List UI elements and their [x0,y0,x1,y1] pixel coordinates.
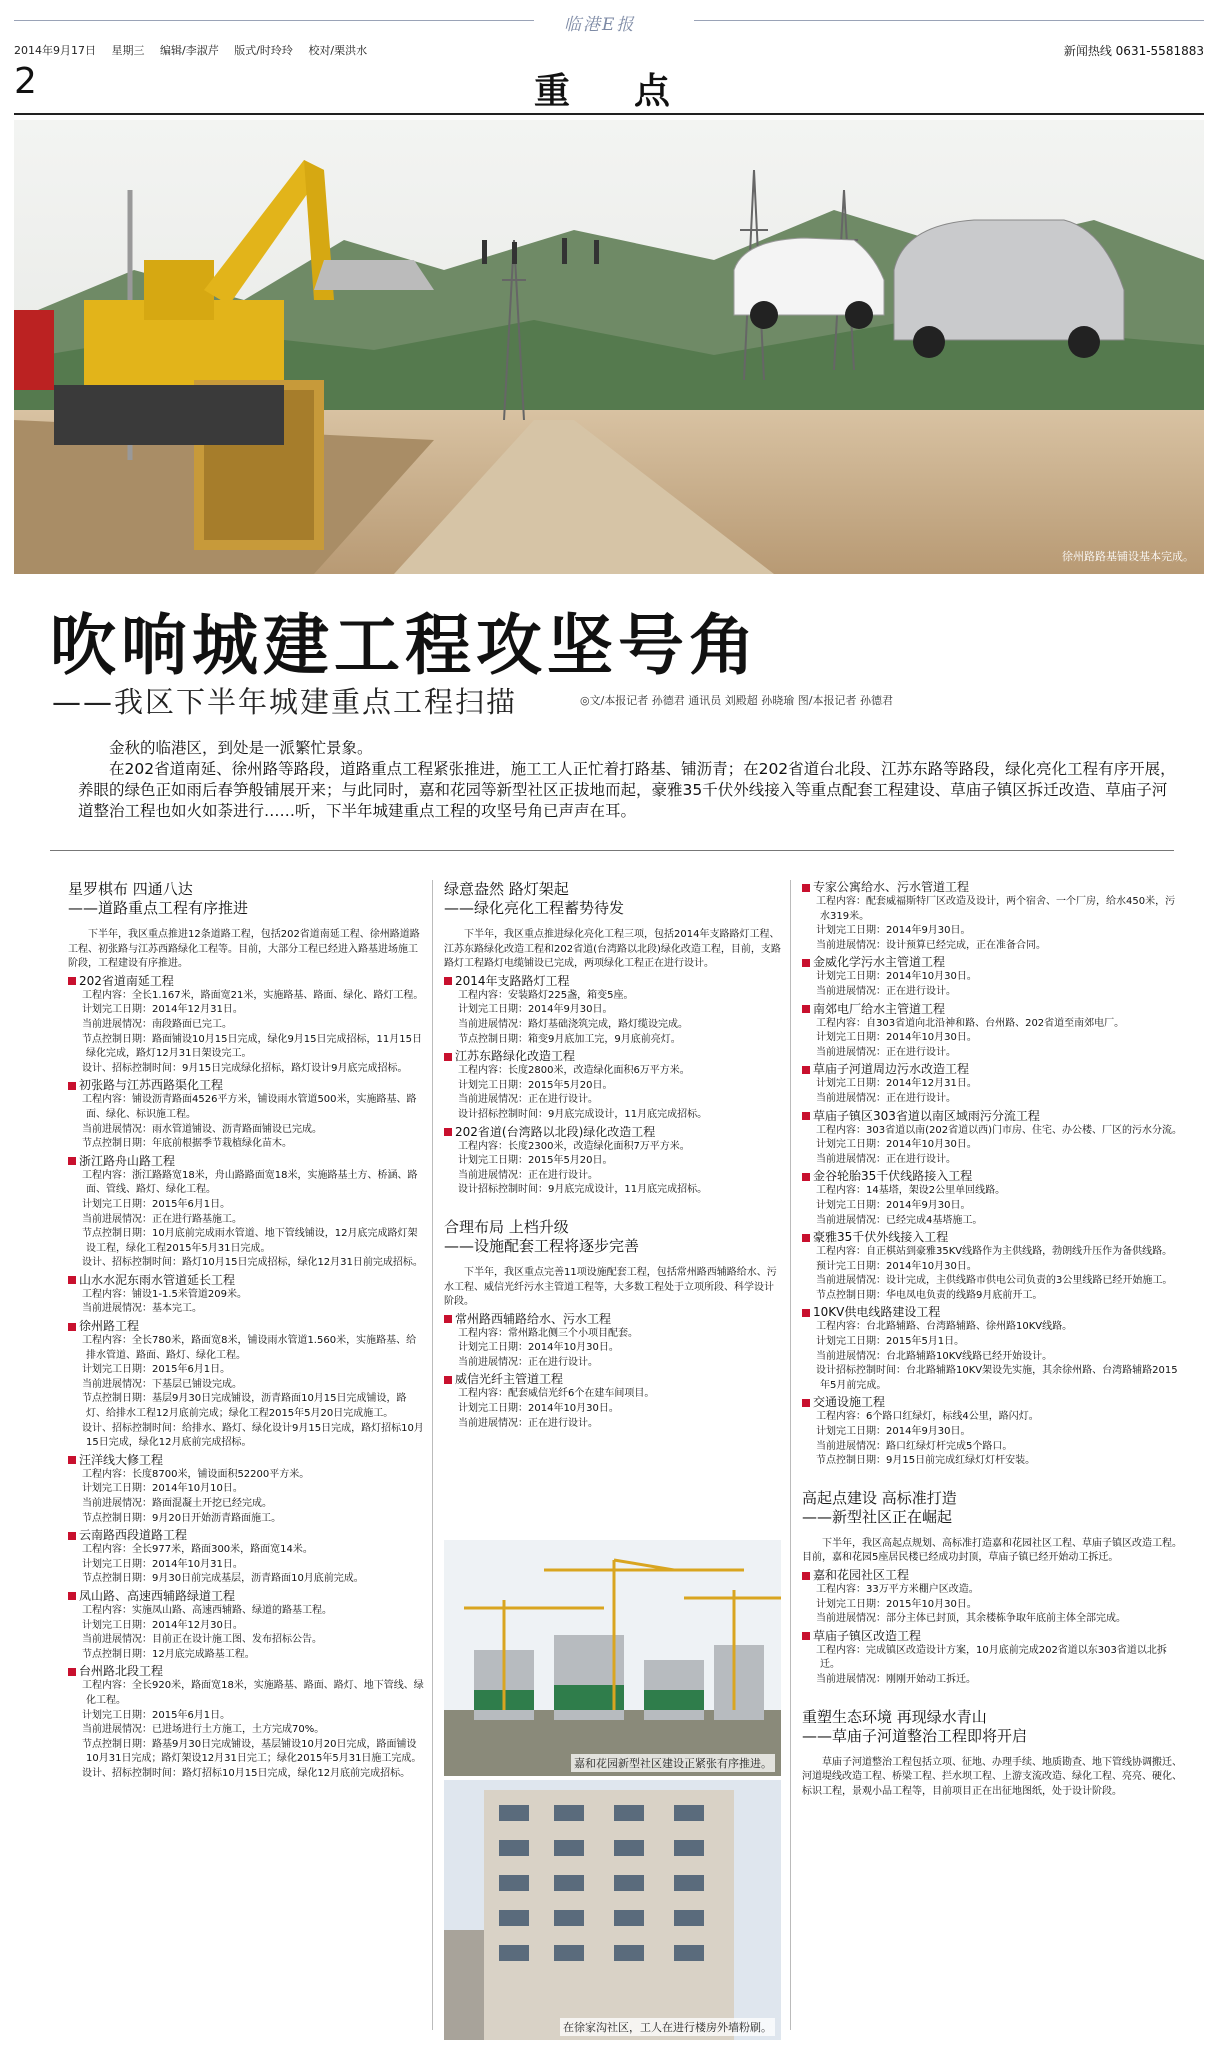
project-detail: 计划完工日期：2015年5月1日。 [816,1336,965,1348]
section-subheading: ——道路重点工程有序推进 [68,899,249,917]
project-title-text: 交通设施工程 [813,1395,886,1410]
bullet-square-icon [444,1315,452,1323]
article-block [802,880,1182,1469]
project-detail: 计划完工日期：2014年10月30日。 [458,1342,619,1354]
column-utilities-community [802,880,1182,1819]
masthead-rule-right [694,20,1204,21]
project-title [68,974,424,989]
bullet-square-icon [68,1668,76,1676]
project-item [802,1395,1182,1468]
project-title-text: 202省道南延工程 [79,973,174,988]
project-title-text: 专家公寓给水、污水管道工程 [813,880,970,894]
project-detail: 当前进展情况：正在进行路基施工。 [82,1213,242,1225]
project-detail: 节点控制日期：10月底前完成雨水管道、地下管线铺设，12月底完成路灯架设工程，绿化工程2015年5月31日完成。 [82,1228,418,1254]
article-block [68,880,424,1782]
project-title-text: 浙江路舟山路工程 [79,1153,176,1168]
project-detail: 当前进展情况：南段路面已完工。 [82,1018,232,1030]
issue-meta [14,42,379,58]
project-detail: 节点控制日期：9月30日前完成基层，沥青路面10月底前完成。 [82,1573,364,1585]
top-photo-caption: 徐州路路基铺设基本完成。 [1062,550,1194,563]
project-detail: 工程内容：6个路口红绿灯，标线4公里，路闪灯。 [816,1411,1039,1423]
project-title-text: 汪洋线大修工程 [79,1452,164,1467]
project-detail: 节点控制日期：基层9月30日完成铺设，沥青路面10月15日完成铺设，路灯、给排水工程12月底前完成；绿化工程2015年5月20日完成施工。 [82,1393,407,1420]
project-item [802,1305,1182,1393]
project-detail: 工程内容：33万平方米棚户区改造。 [816,1584,979,1595]
project-detail: 工程内容：铺设1-1.5米管道209米。 [82,1288,247,1300]
apartment-building-illustration [444,1780,781,2040]
editor-credit: 编辑/李淑芹 [160,44,219,57]
project-item [68,1589,424,1662]
section-heading: 重塑生态环境 再现绿水青山 [802,1707,987,1726]
project-detail: 计划完工日期：2015年6月1日。 [82,1709,231,1721]
project-title [802,1109,1182,1124]
project-detail: 当前进展情况：已经完成4基塔施工。 [816,1214,983,1226]
project-item [68,1078,424,1151]
lead-divider [50,850,1174,851]
project-item [444,974,781,1047]
project-item [68,1273,424,1317]
project-detail: 计划完工日期：2014年10月30日。 [816,1032,977,1044]
section-heading: 合理布局 上档升级 [444,1217,569,1236]
project-detail: 当前进展情况：已进场进行土方施工，土方完成70%。 [82,1724,325,1736]
project-detail: 节点控制日期：9月20日开始沥青路面施工。 [82,1512,282,1524]
bullet-square-icon [68,1456,76,1464]
project-detail: 工程内容：全长780米，路面宽8米，铺设雨水管道1.560米，实施路基、给排水管道、路面、路灯、绿化工程。 [82,1335,417,1361]
lead-paragraphs [78,738,1176,822]
masthead [14,8,1204,112]
page-number: 2 [14,61,37,102]
project-item [68,1664,424,1781]
community-construction-photo [444,1540,781,1776]
project-title-text: 豪雅35千伏外线接入工程 [813,1230,949,1245]
project-detail: 工程内容：14基塔，架设2公里单回线路。 [816,1185,1006,1197]
project-detail: 当前进展情况：设计预算已经完成，正在准备合同。 [816,939,1046,951]
project-title-text: 江苏东路绿化改造工程 [455,1049,576,1064]
issue-weekday: 星期三 [111,44,145,57]
section-intro: 下半年，我区重点推进12条道路工程，包括202省道南延工程、徐州路道路工程、初张路与江苏西路绿化工程等。目前，大部分工程已经进入路基进场施工阶段，工程建设有序推进。 [68,929,420,970]
project-title [802,1629,1182,1644]
project-detail: 节点控制日期：路基9月30日完成铺设，基层铺设10月20日完成，路面铺设10月31日完成；路灯架设12月31日完工；绿化2015年5月31日施工完成。 [82,1738,422,1765]
project-title [444,1312,781,1327]
project-title [802,1002,1182,1017]
bullet-square-icon [444,1376,452,1384]
section-subheading: ——绿化亮化工程蓄势待发 [444,899,625,917]
project-item [444,1125,781,1198]
bullet-square-icon [802,1632,810,1640]
project-detail: 当前进展情况：台北路辅路10KV线路已经开始设计。 [816,1350,1053,1362]
bullet-square-icon [802,1572,810,1580]
section-title: 重点 [534,70,735,112]
project-detail: 计划完工日期：2015年6月1日。 [82,1198,231,1210]
project-detail: 设计、招标控制时间：给排水、路灯、绿化设计9月15日完成，路灯招标10月15日完成，绿化12月底前完成招标。 [82,1422,424,1449]
project-title-text: 初张路与江苏西路渠化工程 [79,1078,224,1093]
project-detail: 当前进展情况：正在进行设计。 [816,1046,956,1058]
masthead-divider [14,113,1204,115]
project-detail: 工程内容：全长920米，路面宽18米，实施路基、路面、路灯、地下管线、绿化工程。 [82,1680,424,1706]
project-title [802,880,1182,895]
project-detail: 当前进展情况：正在进行设计。 [816,1153,956,1165]
project-detail: 计划完工日期：2015年10月30日。 [816,1598,977,1610]
project-detail: 设计、招标控制时间：路灯10月15日完成招标，绿化12月31日前完成招标。 [82,1257,423,1269]
project-title [802,1568,1182,1583]
article-block [802,1489,1182,1688]
tower-cranes-illustration [444,1540,781,1776]
project-title [802,955,1182,970]
bullet-square-icon [802,884,810,892]
bullet-square-icon [444,977,452,985]
project-title-text: 嘉和花园社区工程 [813,1568,910,1582]
column-divider [432,880,433,2030]
apartment-painting-photo [444,1780,781,2040]
project-item [802,955,1182,999]
project-detail: 计划完工日期：2014年12月31日。 [816,1078,977,1090]
article-block [802,1708,1182,1800]
bullet-square-icon [802,1112,810,1120]
project-detail: 节点控制日期：路面铺设10月15日完成，绿化9月15日完成招标，11月15日绿化完成，路灯12月31日架设完工。 [82,1033,422,1060]
project-detail: 计划完工日期：2015年6月1日。 [82,1364,231,1376]
section-intro: 草庙子河道整治工程包括立项、征地、办理手续、地质勘查、地下管线协调搬迁、河道堤线改造工程、桥梁工程、拦水坝工程、上游支流改造、绿化工程、亮亮、硬化、标识工程，景观小品工程等，目前项目正在出征地图纸，处于设计阶段。 [802,1756,1182,1797]
project-detail: 当前进展情况：正在进行设计。 [458,1417,598,1429]
project-detail: 工程内容：浙江路路宽18米，舟山路路面宽18米，实施路基土方、桥涵、路面、管线、路灯、绿化工程。 [82,1169,418,1196]
project-title-text: 草庙子河道周边污水改造工程 [813,1062,970,1077]
section-heading: 绿意盎然 路灯架起 [444,880,569,898]
project-item [444,1049,781,1122]
construction-site-illustration [14,120,1204,574]
project-item [802,1109,1182,1168]
bullet-square-icon [802,959,810,967]
project-title [444,1372,781,1387]
project-title-text: 常州路西辅路给水、污水工程 [455,1311,612,1326]
project-title-text: 金威化学污水主管道工程 [813,955,946,970]
project-detail: 计划完工日期：2014年9月30日。 [458,1004,613,1016]
top-photo [14,120,1204,574]
project-title-text: 徐州路工程 [79,1319,140,1334]
bullet-square-icon [802,1173,810,1181]
project-item [68,1154,424,1271]
project-item [68,1528,424,1587]
project-title-text: 山水水泥东雨水管道延长工程 [79,1272,236,1287]
designer-credit: 版式/时玲玲 [234,44,293,57]
bullet-square-icon [802,1234,810,1242]
project-detail: 工程内容：自正棋站到豪雅35KV线路作为主供线路，勃朗线升压作为备供线路。 [816,1246,1173,1258]
project-detail: 节点控制日期：9月15日前完成红绿灯灯杆安装。 [816,1455,1036,1467]
project-detail: 计划完工日期：2015年5月20日。 [458,1079,613,1091]
project-detail: 节点控制日期：年底前根据季节栽植绿化苗木。 [82,1138,292,1150]
article-block [444,880,781,1198]
masthead-rule-left [14,20,534,21]
project-detail: 工程内容：全长1.167米，路面宽21米，实施路基、路面、绿化、路灯工程。 [82,989,424,1001]
project-detail: 计划完工日期：2014年9月30日。 [816,1199,971,1211]
project-detail: 计划完工日期：2014年12月31日。 [82,1004,243,1016]
project-title-text: 草庙子镇区303省道以南区域雨污分流工程 [813,1108,1040,1123]
proof-credit: 校对/栗洪水 [308,44,368,57]
bullet-square-icon [68,1082,76,1090]
project-detail: 工程内容：台北路辅路、台湾路辅路、徐州路10KV线路。 [816,1321,1073,1333]
project-detail: 设计招标控制时间：台北路辅路10KV架设先实施，其余徐州路、台湾路辅路2015年5月前完成。 [816,1365,1178,1391]
section-subheading: ——设施配套工程将逐步完善 [444,1236,640,1255]
project-detail: 节点控制日期：箱变9月底加工完，9月底前亮灯。 [458,1033,681,1045]
project-detail: 当前进展情况：目前正在设计施工图、发布招标公告。 [82,1634,322,1646]
project-item [802,1169,1182,1228]
community-photo-caption: 嘉和花园新型社区建设正紧张有序推进。 [571,1754,775,1772]
project-title-text: 2014年支路路灯工程 [455,973,570,988]
project-title-text: 威信光纤主管道工程 [455,1372,564,1387]
project-item [802,880,1182,953]
project-detail: 工程内容：长度8700米，铺设面积52200平方米。 [82,1468,310,1480]
column-greening-facilities [444,880,781,1451]
subheadline: ——我区下半年城建重点工程扫描 [52,685,518,719]
project-title-text: 台州路北段工程 [79,1664,164,1679]
project-detail: 节点控制日期：华电凤电负责的线路9月底前开工。 [816,1289,1043,1301]
project-detail: 计划完工日期：2014年9月30日。 [816,925,971,937]
project-detail: 当前进展情况：基本完工。 [82,1303,202,1315]
project-item [802,1629,1182,1688]
project-detail: 当前进展情况：路灯基础浇筑完成，路灯缆设完成。 [458,1018,688,1030]
bullet-square-icon [68,1592,76,1600]
project-detail: 工程内容：全长977米，路面300米，路面宽14米。 [82,1544,313,1556]
project-title [444,1049,781,1064]
column-roads [68,880,424,1802]
news-hotline: 新闻热线 0631-5581883 [1063,44,1204,58]
project-detail: 计划完工日期：2014年10月30日。 [816,971,977,983]
project-item [802,1568,1182,1627]
project-detail: 计划完工日期：2014年10月30日。 [458,1403,619,1415]
project-detail: 工程内容：实施凤山路、高速西辅路、绿道的路基工程。 [82,1604,332,1616]
newspaper-logo: 临港E报 [564,15,636,35]
article-block [444,1218,781,1431]
project-detail: 工程内容：303省道以南(202省道以西)门市房、住宅、办公楼、厂区的污水分流。 [816,1124,1182,1136]
section-subheading: ——新型社区正在崛起 [802,1507,953,1526]
project-title [802,1305,1182,1320]
lead-paragraph: 金秋的临港区，到处是一派繁忙景象。 [109,739,373,757]
bullet-square-icon [444,1128,452,1136]
project-detail: 当前进展情况：正在进行设计。 [816,1092,956,1104]
project-detail: 计划完工日期：2014年12月30日。 [82,1619,243,1631]
section-intro: 下半年，我区高起点规划、高标准打造嘉和花园社区工程、草庙子镇区改造工程。目前，嘉和花园5座居民楼已经成功封顶，草庙子镇已经开始动工拆迁。 [802,1537,1182,1564]
bullet-square-icon [68,1323,76,1331]
headline: 吹响城建工程攻坚号角 [50,606,760,684]
project-title [802,1169,1182,1184]
project-detail: 当前进展情况：雨水管道铺设、沥青路面铺设已完成。 [82,1123,322,1135]
project-item [68,1319,424,1451]
project-title [68,1078,424,1093]
project-detail: 工程内容：安装路灯225盏，箱变5座。 [458,989,634,1001]
project-title [68,1528,424,1543]
project-detail: 工程内容：长度2800米，改造绿化面积6万平方米。 [458,1065,690,1077]
apartment-photo-caption: 在徐家沟社区，工人在进行楼房外墙粉刷。 [560,2018,775,2036]
project-title-text: 云南路西段道路工程 [79,1528,188,1543]
bullet-square-icon [68,977,76,985]
project-item [802,1230,1182,1303]
project-detail: 当前进展情况：部分主体已封顶，其余楼栋争取年底前主体全部完成。 [816,1613,1126,1625]
section-heading: 高起点建设 高标准打造 [802,1488,957,1507]
project-title [68,1154,424,1169]
section-heading: 星罗棋布 四通八达 [68,880,193,898]
project-detail: 工程内容：完成镇区改造设计方案，10月底前完成202省道以东303省道以北拆迁。 [816,1644,1167,1671]
project-title [802,1395,1182,1410]
project-item [802,1002,1182,1061]
project-title [444,1125,781,1140]
bullet-square-icon [802,1066,810,1074]
project-detail: 设计、招标控制时间：路灯招标10月15日完成，绿化12月底前完成招标。 [82,1767,411,1779]
project-item [444,1372,781,1431]
project-title [68,1589,424,1604]
project-detail: 工程内容：长度2300米，改造绿化面积7万平方米。 [458,1140,690,1152]
issue-date: 2014年9月17日 [14,44,96,57]
project-item [802,1062,1182,1106]
project-title [68,1453,424,1468]
project-detail: 工程内容：自303省道向北沿神和路、台州路、202省道至南郊电厂。 [816,1017,1125,1029]
project-detail: 当前进展情况：路口红绿灯杆完成5个路口。 [816,1440,1013,1452]
section-intro: 下半年，我区重点完善11项设施配套工程，包括常州路西辅路给水、污水工程、威信光纤污水主管道工程等，大多数工程处于立项所段、科学设计阶段。 [444,1266,777,1308]
project-detail: 工程内容：铺设沥青路面4526平方米，铺设雨水管道500米，实施路基、路面、绿化、标识施工程。 [82,1094,417,1120]
project-title [802,1062,1182,1077]
project-title [68,1273,424,1288]
project-detail: 当前进展情况：路面混凝土开挖已经完成。 [82,1498,272,1509]
project-title-text: 金谷轮胎35千伏线路接入工程 [813,1169,973,1184]
project-detail: 工程内容：配套威福斯特厂区改造及设计，两个宿舍、一个厂房，给水450米，污水319米。 [816,896,1176,922]
project-detail: 设计招标控制时间：9月底完成设计，11月底完成招标。 [458,1184,708,1196]
project-title-text: 南郊电厂给水主管道工程 [813,1001,946,1016]
bullet-square-icon [802,1309,810,1317]
project-title [802,1230,1182,1245]
bullet-square-icon [444,1053,452,1061]
project-detail: 预计完工日期：2014年10月30日。 [816,1260,977,1272]
project-detail: 当前进展情况：正在进行设计。 [458,1356,598,1368]
lead-paragraph: 在202省道南延、徐州路等路段，道路重点工程紧张推进，施工工人正忙着打路基、铺沥青；在202省道台北段、江苏东路等路段，绿化亮化工程有序开展，养眼的绿色正如雨后春笋般铺展开来；与此同时，嘉和花园等新型社区正拔地而起，豪雅35千伏外线接入等重点配套工程建设、草庙子镇区拆迁改造、草庙子河道整治工程也如火如荼进行……听，下半年城建重点工程的攻坚号角已声声在耳。 [78,760,1176,820]
project-title-text: 10KV供电线路建设工程 [813,1305,941,1320]
project-detail: 工程内容：配套威信光纤6个在建车间项目。 [458,1388,655,1400]
column-divider [790,880,791,2030]
project-detail: 设计招标控制时间：9月底完成设计，11月底完成招标。 [458,1108,708,1120]
project-detail: 计划完工日期：2015年5月20日。 [458,1155,613,1167]
section-subheading: ——草庙子河道整治工程即将开启 [802,1726,1028,1745]
project-detail: 当前进展情况：设计完成，主供线路市供电公司负责的3公里线路已经开始施工。 [816,1275,1173,1287]
project-title-text: 草庙子镇区改造工程 [813,1628,922,1643]
project-detail: 计划完工日期：2014年9月30日。 [816,1426,971,1438]
project-detail: 计划完工日期：2014年10月10日。 [82,1483,243,1495]
project-detail: 当前进展情况：正在进行设计。 [458,1094,598,1106]
bullet-square-icon [68,1276,76,1284]
project-detail: 当前进展情况：刚刚开始动工拆迁。 [816,1673,976,1685]
bullet-square-icon [68,1157,76,1165]
project-detail: 计划完工日期：2014年10月31日。 [82,1558,243,1570]
project-title [444,974,781,989]
section-intro: 下半年，我区重点推进绿化亮化工程三项，包括2014年支路路灯工程、江苏东路绿化改造工程和202省道(台湾路以北段)绿化改造工程，目前，支路路灯工程路灯电缆铺设已完成，两项绿化工程正在进行设计。 [444,929,781,970]
bullet-square-icon [68,1532,76,1540]
bullet-square-icon [802,1399,810,1407]
project-title-text: 202省道(台湾路以北段)绿化改造工程 [455,1124,656,1139]
project-detail: 当前进展情况：正在进行设计。 [816,985,956,997]
project-title [68,1664,424,1679]
byline: ◎文/本报记者 孙德君 通讯员 刘殿超 孙晓瑜 图/本报记者 孙德君 [580,694,893,707]
project-detail: 当前进展情况：正在进行设计。 [458,1169,598,1181]
project-detail: 设计、招标控制时间：9月15日完成绿化招标，路灯设计9月底完成招标。 [82,1062,408,1074]
project-detail: 当前进展情况：下基层已铺设完成。 [82,1378,242,1390]
project-item [444,1312,781,1371]
bullet-square-icon [802,1005,810,1013]
project-detail: 节点控制日期：12月底完成路基工程。 [82,1648,255,1660]
project-item [68,974,424,1077]
project-title-text: 凤山路、高速西辅路绿道工程 [79,1588,236,1603]
project-detail: 计划完工日期：2014年10月30日。 [816,1139,977,1151]
project-detail: 工程内容：常州路北侧三个小项目配套。 [458,1327,638,1339]
project-item [68,1453,424,1526]
project-title [68,1319,424,1334]
